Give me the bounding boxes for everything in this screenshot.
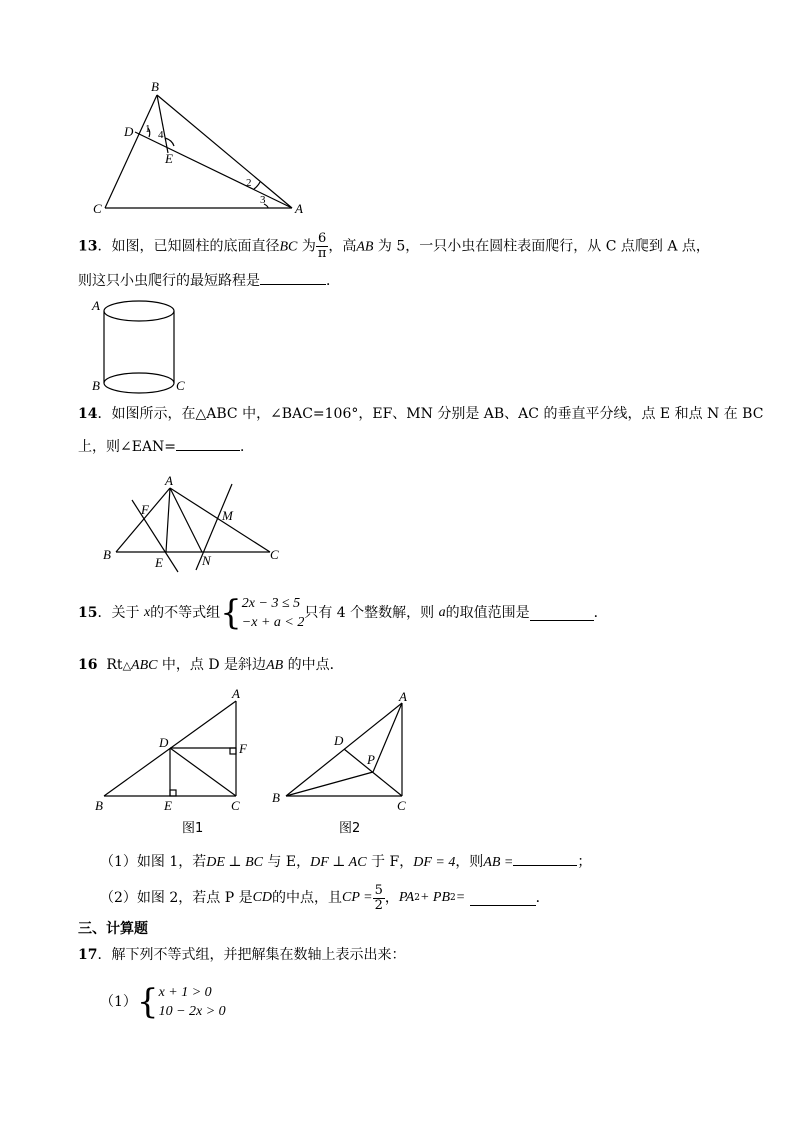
q16-p1-t4: ，则 bbox=[455, 854, 484, 870]
fig13-label-c: C bbox=[176, 378, 185, 393]
fig16-2-label-p: P bbox=[367, 752, 375, 767]
q15-end: ． bbox=[593, 605, 608, 621]
q17-number: 17 bbox=[78, 947, 98, 963]
q13-text-2: ，高 bbox=[328, 238, 357, 255]
fig16-2-label-a: A bbox=[399, 689, 407, 704]
q13-line2 bbox=[78, 270, 340, 291]
figure-q14-triangle bbox=[98, 470, 288, 574]
q13-text-line2: 则这只小虫爬行的最短路程是 bbox=[78, 273, 260, 289]
q15-text-pre: ．关于 bbox=[97, 605, 140, 621]
q16-number: 16 bbox=[78, 657, 98, 673]
fig13-label-a: A bbox=[92, 298, 100, 313]
q16-p1-end: ； bbox=[577, 854, 592, 870]
q16-p2-m3a: PA bbox=[398, 890, 415, 905]
fig16-1-label-d: D bbox=[159, 735, 169, 750]
q16-text-1: 中，点 D 是斜边 bbox=[157, 657, 267, 673]
q13-text-3: 为 5，一只小虫在圆柱表面爬行，从 C 点爬到 A 点， bbox=[373, 238, 710, 255]
q16-p1-t3: 于 F， bbox=[366, 854, 414, 870]
fig12-label-d: D bbox=[124, 124, 134, 139]
fig16-1-label-c: C bbox=[231, 798, 240, 813]
fig14-label-n: N bbox=[202, 553, 211, 568]
q16-text-2: 的中点． bbox=[283, 657, 344, 673]
q16-p1-answer-blank[interactable] bbox=[513, 851, 577, 866]
q15-brace: { bbox=[220, 593, 242, 633]
fig12-label-4: 4 bbox=[158, 129, 164, 141]
q16-p2-m1: CD bbox=[252, 890, 273, 905]
fig16-1-label-e: E bbox=[164, 798, 172, 813]
q16-rt: Rt bbox=[106, 657, 123, 673]
q17-part1 bbox=[100, 980, 226, 1024]
fig14-label-a: A bbox=[165, 473, 173, 488]
q16-p2-sup1: 2 bbox=[414, 893, 420, 903]
q15-answer-blank[interactable] bbox=[530, 606, 594, 621]
q15-text-post: 只有 4 个整数解，则 bbox=[304, 605, 435, 621]
q17-text: ．解下列不等式组，并把解集在数轴上表示出来： bbox=[97, 947, 406, 963]
fig12-label-a: A bbox=[295, 201, 303, 216]
fig16-1-label-b: B bbox=[95, 798, 103, 813]
section-3-title: 三、计算题 bbox=[78, 921, 148, 937]
q16-p2-frac-numerator: 5 bbox=[374, 882, 383, 898]
fig16-2-label-c: C bbox=[397, 798, 406, 813]
fig12-label-1: 1 bbox=[145, 123, 151, 135]
q16-p2-answer-blank[interactable] bbox=[470, 891, 536, 906]
q17-part-label: （1） bbox=[100, 994, 137, 1010]
q16-p2-frac-denominator: 2 bbox=[374, 897, 383, 913]
q17-brace: { bbox=[136, 982, 159, 1022]
q16-triangle: △ bbox=[122, 659, 132, 672]
fig14-label-f: F bbox=[141, 502, 149, 517]
q14-number: 14 bbox=[78, 406, 98, 422]
q16-p2-t3: ， bbox=[384, 890, 399, 906]
q16-p1-t1: （1）如图 1，若 bbox=[100, 854, 207, 870]
q16-p2-m2: CP = bbox=[342, 890, 373, 905]
figure-q16-fig1 bbox=[90, 684, 260, 840]
q14-line2 bbox=[78, 436, 254, 457]
q16-p2-m3b: + PB bbox=[419, 890, 451, 905]
fig12-label-e: E bbox=[165, 151, 173, 166]
q16-p1-t2: 与 E， bbox=[262, 854, 311, 870]
fig13-label-b: B bbox=[92, 378, 100, 393]
q14-answer-blank[interactable] bbox=[176, 436, 240, 451]
q13-end: ． bbox=[326, 273, 340, 289]
q16-p1-m3: DF = 4 bbox=[413, 855, 456, 870]
fig16-1-label-a: A bbox=[232, 686, 240, 701]
q14-text-1: ．如图所示，在△ABC 中，∠BAC=106°，EF、MN 分别是 AB、AC 的垂直平分线，点 E 和点 N 在 BC bbox=[97, 406, 764, 422]
fig14-label-b: B bbox=[103, 547, 111, 562]
q16-p2-t2: 的中点，且 bbox=[272, 890, 343, 906]
q15-text-mid: 的不等式组 bbox=[150, 605, 221, 621]
q15-eq2: −x + a < 2 bbox=[241, 615, 305, 630]
q16-p1-m1: DE ⊥ BC bbox=[206, 855, 263, 870]
q15-text-post2: 的取值范围是 bbox=[445, 605, 530, 621]
q15-line bbox=[78, 590, 608, 636]
q13-ab: AB bbox=[356, 239, 374, 255]
fig16-1-caption: 图1 bbox=[182, 821, 204, 836]
q16-p1-m2: DF ⊥ AC bbox=[310, 855, 367, 870]
fig14-label-e: E bbox=[155, 555, 163, 570]
fig12-label-3: 3 bbox=[260, 194, 266, 206]
q16-ab: AB bbox=[266, 658, 284, 673]
q16-part2 bbox=[100, 880, 550, 916]
q17-system bbox=[159, 983, 226, 1021]
q15-system bbox=[242, 594, 305, 632]
fig16-2-caption: 图2 bbox=[339, 821, 361, 836]
q16-p2-m3c: = bbox=[455, 890, 466, 905]
figure-q16-fig2 bbox=[266, 684, 426, 840]
q16-p2-t1: （2）如图 2，若点 P 是 bbox=[100, 890, 253, 906]
q15-x: x bbox=[143, 605, 151, 620]
fig12-label-2: 2 bbox=[246, 177, 252, 189]
q15-number: 15 bbox=[78, 605, 98, 621]
figure-q13-cylinder bbox=[88, 292, 198, 396]
q16-p2-sup2: 2 bbox=[450, 893, 456, 903]
q13-fraction bbox=[316, 232, 329, 261]
q13-answer-blank[interactable] bbox=[260, 270, 326, 285]
q17-eq1: x + 1 > 0 bbox=[158, 985, 212, 1000]
q16-part1 bbox=[100, 851, 591, 873]
q16-line bbox=[78, 655, 344, 676]
q17-line bbox=[78, 945, 405, 965]
fig12-label-b: B bbox=[151, 79, 159, 94]
q13-frac-numerator: 6 bbox=[316, 232, 329, 247]
q13-bc: BC bbox=[279, 239, 298, 255]
q13-number: 13 bbox=[78, 238, 98, 255]
fig14-label-c: C bbox=[270, 547, 279, 562]
fig16-2-label-b: B bbox=[272, 790, 280, 805]
q16-p2-fraction bbox=[373, 884, 385, 913]
q14-line1 bbox=[78, 404, 763, 424]
fig16-2-label-d: D bbox=[334, 733, 344, 748]
q13-wei: 为 bbox=[297, 238, 316, 255]
q16-p1-m4: AB = bbox=[483, 855, 514, 870]
q13-text-1: ．如图，已知圆柱的底面直径 bbox=[97, 238, 280, 255]
figure-q12-triangle bbox=[88, 76, 318, 218]
fig16-1-label-f: F bbox=[239, 741, 247, 756]
q13-frac-denominator: π bbox=[317, 246, 327, 261]
q15-a: a bbox=[438, 605, 446, 620]
fig14-label-m: M bbox=[222, 508, 233, 523]
fig12-label-c: C bbox=[93, 201, 102, 216]
q13-line1 bbox=[78, 232, 710, 261]
q14-end: ． bbox=[240, 439, 255, 455]
q15-eq1: 2x − 3 ≤ 5 bbox=[241, 596, 301, 611]
q16-p2-end: ． bbox=[535, 890, 550, 906]
q17-eq2: 10 − 2x > 0 bbox=[158, 1004, 226, 1019]
q14-text-2: 上，则∠EAN= bbox=[78, 439, 177, 455]
q16-abc: ABC bbox=[131, 658, 158, 673]
